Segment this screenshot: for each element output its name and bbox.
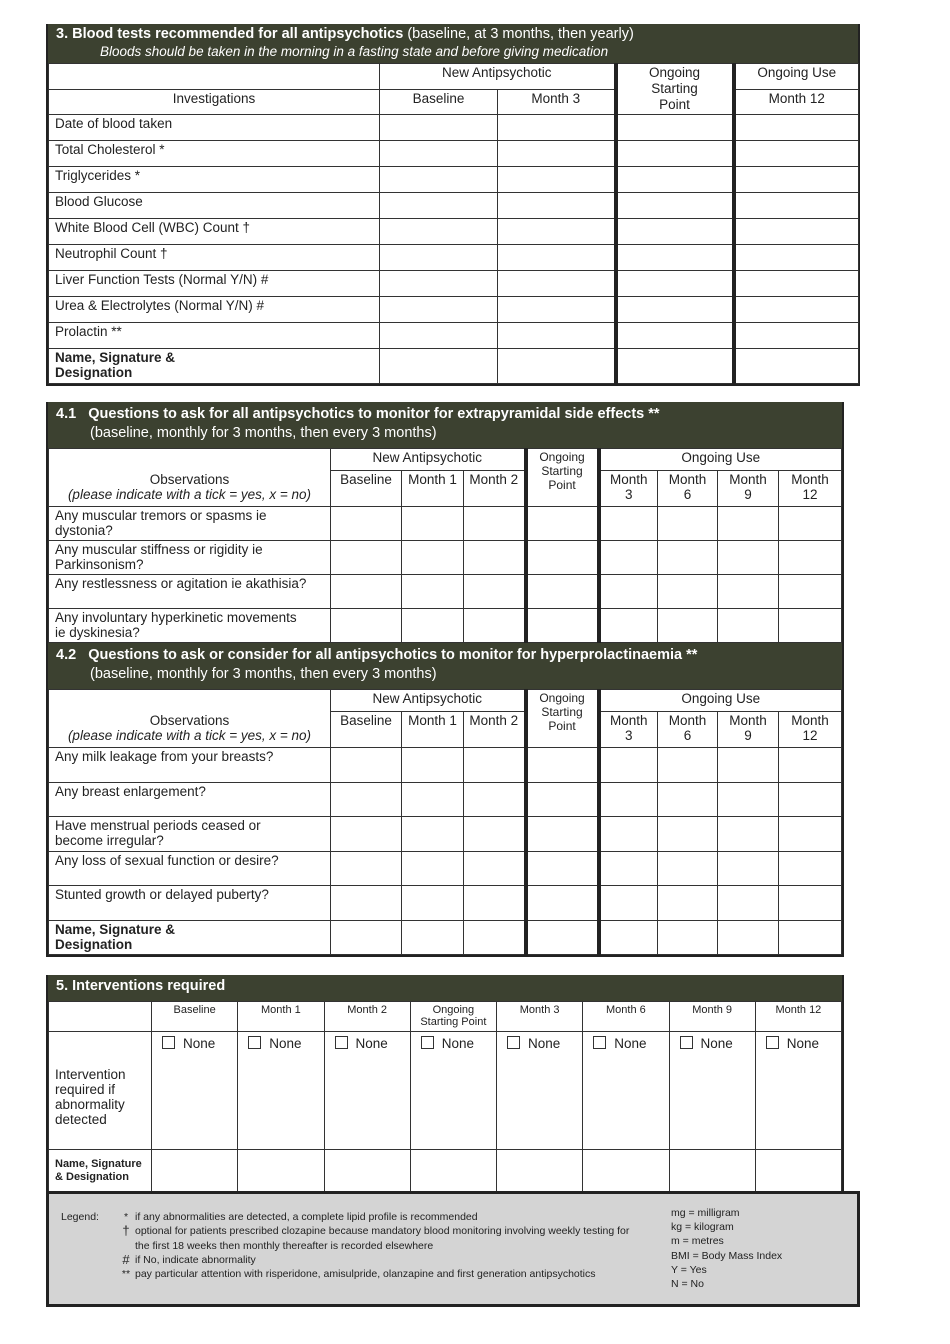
- group-ongoing-use: Ongoing Use: [599, 690, 842, 712]
- section-s42-header: [48, 643, 842, 689]
- entry-cell[interactable]: [583, 1032, 669, 1150]
- entry-cell[interactable]: [658, 782, 718, 817]
- checkbox-icon[interactable]: [593, 1036, 606, 1049]
- entry-cell[interactable]: [779, 920, 842, 954]
- legend-symbol: *: [123, 1211, 129, 1223]
- entry-cell[interactable]: [658, 575, 718, 609]
- table-row: [49, 323, 859, 349]
- entry-cell[interactable]: [616, 297, 734, 323]
- entry-cell[interactable]: [464, 920, 526, 954]
- entry-cell[interactable]: [464, 541, 526, 575]
- group-ongoing-starting-point: Ongoing Starting Point: [526, 449, 599, 507]
- legend-text: if No, indicate abnormality: [135, 1253, 256, 1266]
- table-row: [49, 115, 859, 141]
- entry-cell[interactable]: [497, 1032, 583, 1150]
- abbreviation: BMI = Body Mass Index: [671, 1249, 783, 1262]
- abbreviation: N = No: [671, 1278, 704, 1291]
- row-label: Prolactin **: [49, 323, 380, 349]
- entry-cell[interactable]: [779, 886, 842, 921]
- checkbox-icon[interactable]: [421, 1036, 434, 1049]
- entry-cell[interactable]: [734, 167, 859, 193]
- entry-cell[interactable]: [402, 609, 464, 643]
- entry-cell[interactable]: [464, 748, 526, 783]
- entry-cell[interactable]: [498, 271, 616, 297]
- entry-cell[interactable]: [464, 507, 526, 541]
- col-header: Month 12: [755, 1002, 841, 1032]
- col-header: Month 1: [238, 1002, 324, 1032]
- entry-cell[interactable]: [380, 297, 498, 323]
- entry-cell[interactable]: [658, 886, 718, 921]
- section-s41-header: [48, 402, 842, 448]
- legend-text: optional for patients prescribed clozapine because mandatory blood monitoring involving weekly testing for the first 18 weeks then monthly thereafter is recorded elsewhere: [135, 1225, 630, 1252]
- table-row: [49, 851, 842, 886]
- col-month-12: Month 12: [734, 89, 859, 115]
- entry-cell[interactable]: [718, 748, 779, 783]
- entry-cell[interactable]: [402, 886, 464, 921]
- entry-cell[interactable]: [779, 782, 842, 817]
- entry-cell[interactable]: [599, 782, 658, 817]
- entry-cell[interactable]: [324, 1032, 410, 1150]
- col-header: Month 1: [402, 712, 464, 748]
- entry-cell[interactable]: [331, 541, 402, 575]
- entry-cell[interactable]: [331, 886, 402, 921]
- group-ongoing-starting-point: Ongoing Starting Point: [616, 64, 734, 115]
- entry-cell[interactable]: [380, 219, 498, 245]
- entry-cell[interactable]: [616, 323, 734, 349]
- entry-cell[interactable]: [464, 851, 526, 886]
- section-title: 5. Interventions required: [56, 978, 226, 994]
- table-row: [49, 609, 842, 643]
- col-header: Month 6: [658, 471, 718, 507]
- entry-cell[interactable]: [755, 1032, 841, 1150]
- row-label: Any muscular tremors or spasms ie dystonia?: [49, 507, 331, 541]
- entry-cell[interactable]: [755, 1150, 841, 1192]
- entry-cell[interactable]: [734, 115, 859, 141]
- entry-cell[interactable]: [498, 349, 616, 384]
- entry-cell[interactable]: [380, 115, 498, 141]
- entry-cell[interactable]: [402, 748, 464, 783]
- col-header: Month 3: [599, 712, 658, 748]
- entry-cell[interactable]: [718, 782, 779, 817]
- entry-cell[interactable]: [324, 1150, 410, 1192]
- row-label: Liver Function Tests (Normal Y/N) #: [49, 271, 380, 297]
- entry-cell[interactable]: [599, 920, 658, 954]
- table-row: [49, 297, 859, 323]
- entry-cell[interactable]: [498, 167, 616, 193]
- entry-cell[interactable]: [658, 920, 718, 954]
- entry-cell[interactable]: [526, 782, 599, 817]
- entry-cell[interactable]: [779, 575, 842, 609]
- entry-cell[interactable]: [658, 748, 718, 783]
- entry-cell[interactable]: [498, 323, 616, 349]
- row-label: Neutrophil Count †: [49, 245, 380, 271]
- entry-cell[interactable]: [380, 323, 498, 349]
- row-label: Stunted growth or delayed puberty?: [49, 886, 331, 921]
- entry-cell[interactable]: [658, 817, 718, 852]
- none-label: None: [786, 1036, 820, 1051]
- entry-cell[interactable]: [616, 219, 734, 245]
- entry-cell[interactable]: [718, 507, 779, 541]
- col-header: Month 9: [669, 1002, 755, 1032]
- entry-cell[interactable]: [380, 245, 498, 271]
- blood-tests-table: [48, 63, 859, 384]
- header-blank: [49, 690, 331, 712]
- entry-cell[interactable]: [779, 541, 842, 575]
- signature-label: Name, Signature & Designation: [55, 921, 176, 952]
- table-row: [49, 245, 859, 271]
- entry-cell[interactable]: [583, 1150, 669, 1192]
- entry-cell[interactable]: [498, 245, 616, 271]
- table-row: [49, 219, 859, 245]
- entry-cell[interactable]: [718, 851, 779, 886]
- entry-cell[interactable]: [380, 167, 498, 193]
- s41-table: [48, 448, 842, 643]
- row-label: Any milk leakage from your breasts?: [49, 748, 331, 783]
- entry-cell[interactable]: [616, 349, 734, 384]
- col-header: Month 9: [718, 712, 779, 748]
- section-number: 4.2: [56, 647, 77, 663]
- entry-cell[interactable]: [718, 575, 779, 609]
- none-checkbox[interactable]: [680, 1036, 733, 1051]
- entry-cell[interactable]: [599, 748, 658, 783]
- header-blank: [49, 64, 380, 90]
- entry-cell[interactable]: [779, 817, 842, 852]
- entry-cell[interactable]: [734, 141, 859, 167]
- signature-label: Name, Signature & Designation: [55, 350, 176, 380]
- entry-cell[interactable]: [658, 541, 718, 575]
- section-3-blood-tests: [46, 24, 860, 386]
- checkbox-icon[interactable]: [680, 1036, 693, 1049]
- table-row: [49, 817, 842, 852]
- none-label: None: [183, 1036, 216, 1051]
- entry-cell[interactable]: [498, 297, 616, 323]
- group-ongoing-use: Ongoing Use: [734, 64, 859, 90]
- none-checkbox[interactable]: [766, 1036, 819, 1051]
- entry-cell[interactable]: [331, 817, 402, 852]
- none-label: None: [269, 1036, 302, 1051]
- entry-cell[interactable]: [779, 609, 842, 643]
- col-header: Month 12: [779, 712, 842, 748]
- none-label: None: [355, 1036, 388, 1051]
- entry-cell[interactable]: [464, 782, 526, 817]
- entry-cell[interactable]: [331, 609, 402, 643]
- entry-cell[interactable]: [410, 1032, 496, 1150]
- checkbox-icon[interactable]: [335, 1036, 348, 1049]
- entry-cell[interactable]: [402, 920, 464, 954]
- col-header: Month 2: [464, 471, 526, 507]
- group-new-antipsychotic: New Antipsychotic: [331, 690, 526, 712]
- entry-cell[interactable]: [779, 748, 842, 783]
- signature-label: Name, Signature & Designation: [49, 1150, 152, 1192]
- checkbox-icon[interactable]: [766, 1036, 779, 1049]
- observations-hint: (please indicate with a tick = yes, x = no): [67, 727, 312, 743]
- entry-cell[interactable]: [464, 886, 526, 921]
- entry-cell[interactable]: [331, 748, 402, 783]
- row-label: Any loss of sexual function or desire?: [49, 851, 331, 886]
- row-label: Have menstrual periods ceased or become irregular?: [49, 817, 331, 852]
- table-row: [49, 141, 859, 167]
- col-header: Month 3: [497, 1002, 583, 1032]
- col-header: Month 3: [599, 471, 658, 507]
- entry-cell[interactable]: [616, 245, 734, 271]
- row-label: Any involuntary hyperkinetic movements ie dyskinesia?: [49, 609, 331, 643]
- entry-cell[interactable]: [331, 782, 402, 817]
- section-3-header: [48, 24, 858, 63]
- section-5-header: [48, 975, 842, 1001]
- entry-cell[interactable]: [526, 886, 599, 921]
- checkbox-icon[interactable]: [507, 1036, 520, 1049]
- none-label: None: [700, 1036, 733, 1051]
- row-label: Any breast enlargement?: [49, 782, 331, 817]
- none-label: None: [528, 1036, 561, 1051]
- entry-cell[interactable]: [402, 575, 464, 609]
- entry-cell[interactable]: [331, 920, 402, 954]
- legend-symbol: #: [122, 1251, 130, 1267]
- col-header: Ongoing Starting Point: [410, 1002, 496, 1032]
- entry-cell[interactable]: [410, 1150, 496, 1192]
- col-header: Month 1: [402, 471, 464, 507]
- table-row: [49, 886, 842, 921]
- row-label: Date of blood taken: [49, 115, 380, 141]
- entry-cell[interactable]: [464, 575, 526, 609]
- entry-cell[interactable]: [402, 782, 464, 817]
- entry-cell[interactable]: [599, 609, 658, 643]
- section-4-questions: [46, 402, 844, 957]
- observations-label: Observations: [149, 712, 230, 728]
- table-row: [49, 782, 842, 817]
- section-5-interventions: [46, 975, 844, 1194]
- section-title: 3. Blood tests recommended for all antipsychotics: [56, 26, 404, 42]
- entry-cell[interactable]: [599, 575, 658, 609]
- entry-cell[interactable]: [718, 920, 779, 954]
- row-label: Intervention required if abnormality detected: [49, 1032, 152, 1150]
- row-label: Triglycerides *: [49, 167, 380, 193]
- entry-cell[interactable]: [616, 193, 734, 219]
- col-observations: [49, 712, 331, 748]
- entry-cell[interactable]: [599, 541, 658, 575]
- row-label-signature: [49, 349, 380, 384]
- col-header: Baseline: [152, 1002, 238, 1032]
- entry-cell[interactable]: [779, 507, 842, 541]
- section-subtitle: (baseline, monthly for 3 months, then every 3 months): [90, 666, 437, 682]
- col-header: Month 12: [779, 471, 842, 507]
- entry-cell[interactable]: [402, 541, 464, 575]
- section-title: Questions to ask for all antipsychotics to monitor for extrapyramidal side effects **: [88, 406, 660, 422]
- entry-cell[interactable]: [616, 167, 734, 193]
- row-label: Any muscular stiffness or rigidity ie Parkinsonism?: [49, 541, 331, 575]
- entry-cell[interactable]: [464, 817, 526, 852]
- entry-cell[interactable]: [497, 1150, 583, 1192]
- entry-cell[interactable]: [734, 219, 859, 245]
- table-row: [49, 748, 842, 783]
- col-header: Baseline: [331, 471, 402, 507]
- entry-cell[interactable]: [734, 271, 859, 297]
- group-ongoing-use: Ongoing Use: [599, 449, 842, 471]
- entry-cell[interactable]: [402, 851, 464, 886]
- entry-cell[interactable]: [616, 115, 734, 141]
- col-investigations: Investigations: [49, 89, 380, 115]
- col-header: Month 9: [718, 471, 779, 507]
- entry-cell[interactable]: [616, 271, 734, 297]
- section-subtitle: Bloods should be taken in the morning in a fasting state and before giving medication: [100, 44, 609, 59]
- observations-hint: (please indicate with a tick = yes, x = no): [67, 486, 312, 502]
- entry-cell[interactable]: [152, 1032, 238, 1150]
- entry-cell[interactable]: [734, 245, 859, 271]
- entry-cell[interactable]: [658, 507, 718, 541]
- entry-cell[interactable]: [331, 507, 402, 541]
- entry-cell[interactable]: [498, 219, 616, 245]
- section-title-note: (baseline, at 3 months, then yearly): [407, 26, 634, 42]
- entry-cell[interactable]: [599, 817, 658, 852]
- entry-cell[interactable]: [380, 271, 498, 297]
- checkbox-icon[interactable]: [162, 1036, 175, 1049]
- entry-cell[interactable]: [152, 1150, 238, 1192]
- col-header: Month 2: [464, 712, 526, 748]
- entry-cell[interactable]: [402, 507, 464, 541]
- abbreviation: mg = milligram: [671, 1207, 740, 1219]
- entry-cell[interactable]: [526, 817, 599, 852]
- observations-label: Observations: [149, 471, 230, 487]
- none-label: None: [614, 1036, 647, 1051]
- col-header: Month 6: [583, 1002, 669, 1032]
- s42-table: [48, 689, 842, 955]
- entry-cell[interactable]: [380, 349, 498, 384]
- entry-cell[interactable]: [779, 851, 842, 886]
- entry-cell[interactable]: [734, 193, 859, 219]
- row-label: Any restlessness or agitation ie akathisia?: [49, 575, 331, 609]
- entry-cell[interactable]: [599, 886, 658, 921]
- entry-cell[interactable]: [238, 1032, 324, 1150]
- table-row: [49, 193, 859, 219]
- entry-cell[interactable]: [380, 141, 498, 167]
- entry-cell[interactable]: [331, 851, 402, 886]
- entry-cell[interactable]: [526, 507, 599, 541]
- abbreviation: m = metres: [671, 1235, 724, 1248]
- header-blank: [49, 1002, 152, 1032]
- abbreviation: Y = Yes: [671, 1263, 707, 1276]
- legend: [46, 1191, 860, 1307]
- entry-cell[interactable]: [734, 323, 859, 349]
- none-checkbox[interactable]: [162, 1036, 215, 1051]
- entry-cell[interactable]: [526, 748, 599, 783]
- entry-cell[interactable]: [658, 609, 718, 643]
- entry-cell[interactable]: [734, 349, 859, 384]
- legend-label: Legend:: [61, 1211, 99, 1223]
- entry-cell[interactable]: [669, 1150, 755, 1192]
- row-label: Urea & Electrolytes (Normal Y/N) #: [49, 297, 380, 323]
- abbreviation: kg = kilogram: [671, 1221, 734, 1234]
- interventions-table: [48, 1001, 842, 1192]
- entry-cell[interactable]: [526, 575, 599, 609]
- none-checkbox[interactable]: [593, 1036, 646, 1051]
- entry-cell[interactable]: [498, 115, 616, 141]
- col-observations: [49, 471, 331, 507]
- entry-cell[interactable]: [402, 817, 464, 852]
- group-new-antipsychotic: New Antipsychotic: [331, 449, 526, 471]
- none-checkbox[interactable]: [248, 1036, 301, 1051]
- table-row: [49, 541, 842, 575]
- entry-cell[interactable]: [526, 920, 599, 954]
- legend-text: pay particular attention with risperidone, amisulpride, olanzapine and first generation antipsychotics: [135, 1268, 596, 1281]
- entry-cell[interactable]: [616, 141, 734, 167]
- entry-cell[interactable]: [380, 193, 498, 219]
- entry-cell[interactable]: [599, 851, 658, 886]
- group-new-antipsychotic: New Antipsychotic: [380, 64, 616, 90]
- entry-cell[interactable]: [718, 817, 779, 852]
- legend-symbol: **: [121, 1268, 131, 1281]
- header-blank: [49, 449, 331, 471]
- table-row: [49, 271, 859, 297]
- entry-cell[interactable]: [464, 609, 526, 643]
- table-row: [49, 507, 842, 541]
- row-label: White Blood Cell (WBC) Count †: [49, 219, 380, 245]
- col-header: Month 2: [324, 1002, 410, 1032]
- entry-cell[interactable]: [331, 575, 402, 609]
- entry-cell[interactable]: [718, 609, 779, 643]
- entry-cell[interactable]: [599, 507, 658, 541]
- group-ongoing-starting-point: Ongoing Starting Point: [526, 690, 599, 748]
- entry-cell[interactable]: [238, 1150, 324, 1192]
- entry-cell[interactable]: [734, 297, 859, 323]
- entry-cell[interactable]: [526, 609, 599, 643]
- entry-cell[interactable]: [498, 193, 616, 219]
- section-subtitle: (baseline, monthly for 3 months, then every 3 months): [90, 425, 437, 441]
- entry-cell[interactable]: [526, 851, 599, 886]
- none-checkbox[interactable]: [335, 1036, 388, 1051]
- none-checkbox[interactable]: [507, 1036, 560, 1051]
- section-number: 4.1: [56, 406, 77, 422]
- section-title: Questions to ask or consider for all antipsychotics to monitor for hyperprolactinaemia **: [88, 647, 698, 663]
- col-baseline: Baseline: [380, 89, 498, 115]
- legend-symbol: †: [122, 1223, 130, 1239]
- col-header: Baseline: [331, 712, 402, 748]
- entry-cell[interactable]: [526, 541, 599, 575]
- row-label: Total Cholesterol *: [49, 141, 380, 167]
- table-row: [49, 167, 859, 193]
- table-row: [49, 575, 842, 609]
- entry-cell[interactable]: [498, 141, 616, 167]
- col-header: Month 6: [658, 712, 718, 748]
- legend-text: if any abnormalities are detected, a complete lipid profile is recommended: [135, 1211, 478, 1223]
- row-label: Blood Glucose: [49, 193, 380, 219]
- none-checkbox[interactable]: [421, 1036, 474, 1051]
- col-month-3: Month 3: [498, 89, 616, 115]
- checkbox-icon[interactable]: [248, 1036, 261, 1049]
- entry-cell[interactable]: [658, 851, 718, 886]
- none-label: None: [441, 1036, 475, 1051]
- entry-cell[interactable]: [669, 1032, 755, 1150]
- entry-cell[interactable]: [718, 886, 779, 921]
- entry-cell[interactable]: [718, 541, 779, 575]
